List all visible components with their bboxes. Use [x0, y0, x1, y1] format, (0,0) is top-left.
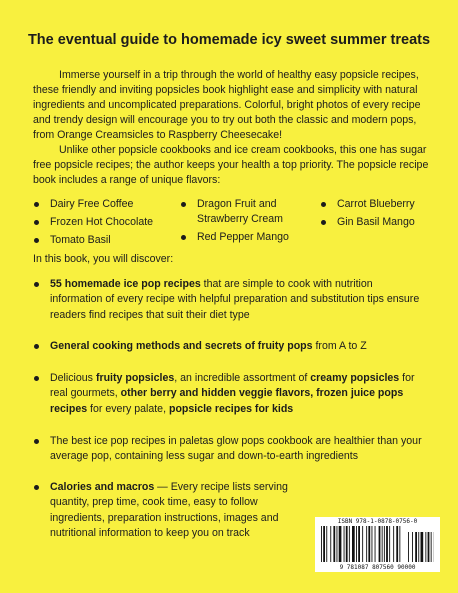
- bullet-text: [50, 480, 303, 541]
- barcode-bar: [415, 532, 417, 562]
- bullet-run: , an incredible assortment of: [174, 372, 311, 384]
- bullet-calories: [33, 480, 303, 541]
- barcode-bar: [412, 532, 413, 562]
- barcode-bar: [393, 526, 394, 562]
- bullet-healthier: [33, 434, 428, 465]
- bullet-text: [50, 339, 428, 354]
- bullet-text: The best ice pop recipes in paletas glow pops cookbook are healthier than your average pop, containing less sugar and down-to-earth ingredients: [50, 435, 422, 463]
- bullet-bold: fruity popsicles: [95, 372, 175, 384]
- bullet-bold: 55 homemade ice pop recipes: [50, 278, 201, 290]
- barcode-bar: [349, 526, 350, 562]
- barcode-bar: [344, 526, 345, 562]
- bullet-methods: [33, 339, 428, 354]
- cover-headline: The eventual guide to homemade icy sweet summer treats: [27, 32, 431, 48]
- isbn-barcode: [315, 517, 440, 572]
- intro-paragraph-1: Immerse yourself in a trip through the world of healthy easy popsicle recipes, these friendly and inviting popsicles book highlight ease and simplicity with natural ingredients and uncomplicated preparations. Colorful, bright photos of every recipe and trendy design will encourage you to try out both the classic and modern pops, from Orange Creamsicles to Raspberry Cheesecake!: [33, 69, 421, 141]
- bullet-rest: — Every recipe lists serving quantity, prep time, cook time, easy to follow ingredients, preparation instructions, images and nutritional information to keep you on track: [50, 481, 288, 539]
- barcode-bar: [323, 526, 325, 562]
- flavor-item: Red Pepper Mango: [180, 230, 315, 245]
- flavor-item: Gin Basil Mango: [320, 215, 440, 230]
- addon-digits: 90000: [397, 564, 416, 571]
- barcode-bar: [352, 526, 355, 562]
- bullet-rest: that are simple to cook with nutrition information of every recipe with helpful preparation and substitution tips ensure readers find recipes that suit their diet type: [50, 278, 420, 321]
- bullet-bold: Calories and macros: [50, 481, 155, 493]
- barcode-bar: [421, 532, 424, 562]
- barcode-bar: [339, 526, 342, 562]
- discover-heading: In this book, you will discover:: [33, 253, 174, 265]
- bullet-flavors: [33, 371, 428, 417]
- flavor-column-1: [33, 197, 173, 251]
- bullet-recipes: [33, 277, 428, 323]
- flavor-item: Dairy Free Coffee: [33, 197, 173, 212]
- barcode-bar: [326, 526, 327, 562]
- flavor-column-3: [320, 197, 440, 233]
- barcode-bar: [384, 526, 385, 562]
- barcode-bar: [379, 526, 381, 562]
- barcode-bar: [375, 526, 376, 562]
- ean-digits: 9 781087 807560: [339, 564, 394, 571]
- barcode-bar: [372, 526, 373, 562]
- bullet-rest: from A to Z: [312, 340, 367, 352]
- bullet-text: [50, 371, 428, 417]
- bullet-run: for real gourmets,: [50, 372, 415, 400]
- flavor-column-2: [180, 197, 315, 248]
- barcode-bar: [333, 526, 335, 562]
- barcode-bar: [382, 526, 383, 562]
- bullet-text: [50, 277, 428, 323]
- barcode-bar: [346, 526, 348, 562]
- barcode-number: [315, 564, 440, 571]
- barcode-bar: [431, 532, 432, 562]
- intro-paragraph-2: Unlike other popsicle cookbooks and ice cream cookbooks, this one has sugar free popsicle recipes; the author keeps your health a top priority. The popsicle recipe book includes a range of unique flavors:: [33, 144, 429, 186]
- barcode-bar: [358, 526, 360, 562]
- bullet-bold: creamy popsicles: [310, 372, 400, 384]
- flavor-list: [33, 197, 433, 246]
- barcode-bar: [337, 526, 338, 562]
- flavor-item: Tomato Basil: [33, 233, 173, 248]
- bullet-bold: popsicle recipes for kids: [168, 402, 294, 415]
- intro-text: [33, 68, 433, 188]
- barcode-bar: [386, 526, 388, 562]
- isbn-label: ISBN 978-1-0878-0756-0: [337, 518, 418, 525]
- barcode-bar: [396, 526, 398, 562]
- bullet-run: for every palate,: [87, 402, 169, 415]
- flavor-item: Frozen Hot Chocolate: [33, 215, 173, 230]
- barcode-bar: [418, 532, 419, 562]
- barcode-bar: [428, 532, 430, 562]
- barcode-bar: [362, 526, 363, 562]
- barcode-bar: [330, 526, 331, 562]
- barcode-bar: [389, 526, 390, 562]
- barcode-bar: [399, 526, 400, 562]
- barcode-bar: [356, 526, 357, 562]
- barcode-bar: [368, 526, 370, 562]
- barcode-bar: [321, 526, 322, 562]
- bullet-bold: other berry and hidden veggie flavors, frozen juice pops recipes: [50, 387, 404, 415]
- flavor-item: Carrot Blueberry: [320, 197, 440, 212]
- barcode-bars: [321, 526, 434, 562]
- barcode-bar: [366, 526, 367, 562]
- bullet-bold: General cooking methods and secrets of fruity pops: [50, 340, 313, 352]
- barcode-bar: [425, 532, 426, 562]
- bullet-run: Delicious: [50, 372, 96, 384]
- barcode-bar: [408, 532, 409, 562]
- flavor-item: Dragon Fruit and Strawberry Cream: [180, 197, 315, 227]
